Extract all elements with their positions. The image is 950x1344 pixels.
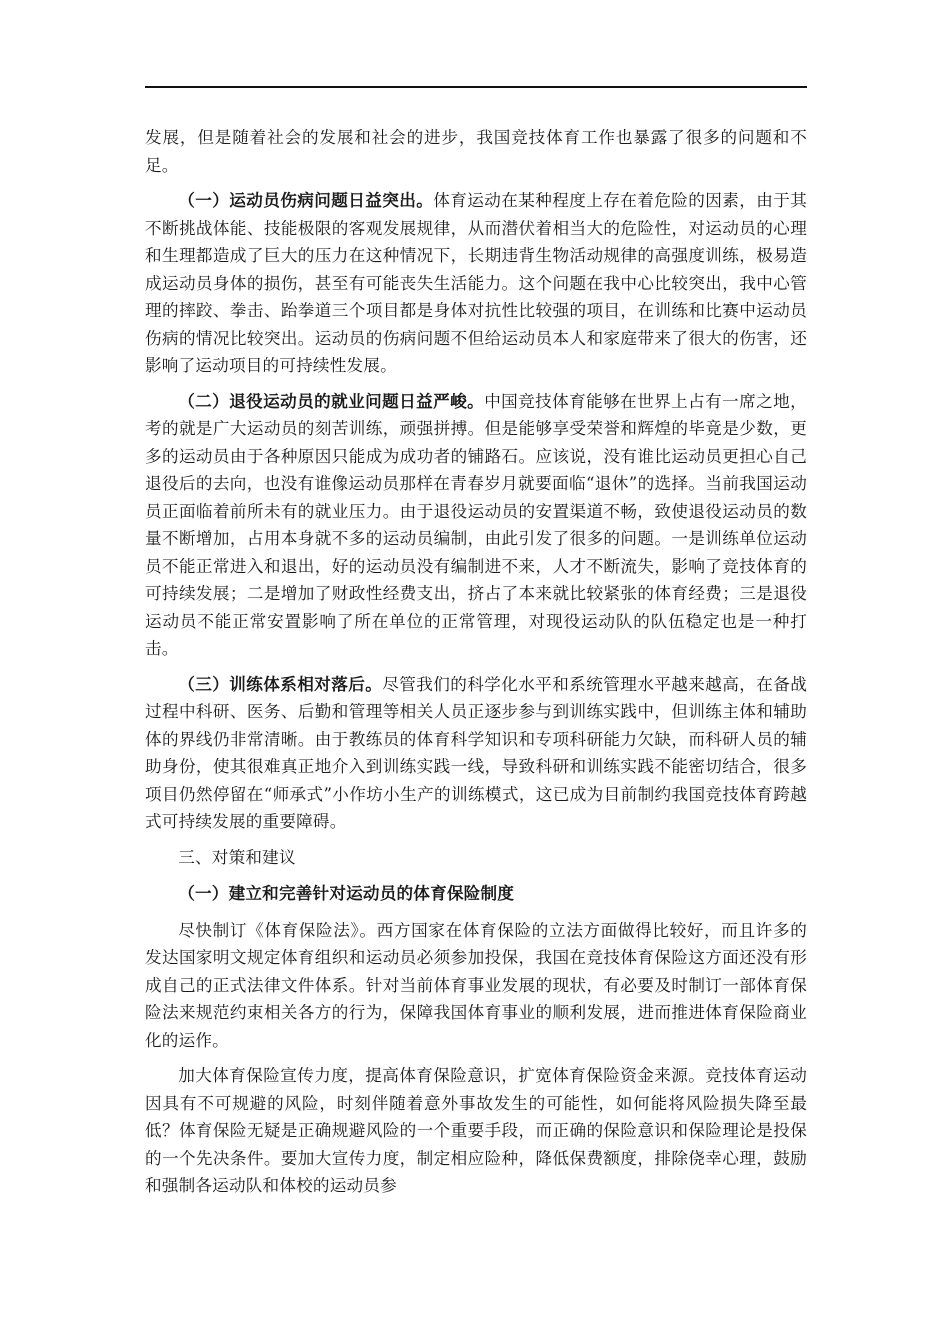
paragraph-text: 中国竞技体育能够在世界上占有一席之地，考的就是广大运动员的刻苦训练，顽强拼搏。但是能够享受荣誉和辉煌的毕竟是少数，更多的运动员由于各种原因只能成为成功者的铺路石。应该说，没有谁比运动员更担心自己退役后的去向，也没有谁像运动员那样在青春岁月就要面临“退休”的选择。当前我国运动员正面临着前所未有的就业压力。由于退役运动员的安置渠道不畅，致使退役运动员的数量不断增加，占用本身就不多的运动员编制，由此引发了很多的问题。一是训练单位运动员不能正常进入和退出，好的运动员没有编制进不来，人才不断流失，影响了竞技体育的可持续发展；二是增加了财政性经费支出，挤占了本来就比较紧张的体育经费；三是退役运动员不能正常安置影响了所在单位的正常管理，对现役运动队的队伍稳定也是一种打击。 <box>145 391 807 658</box>
paragraph-insurance-publicity: 加大体育保险宣传力度，提高体育保险意识，扩宽体育保险资金来源。竞技体育运动因具有不可规避的风险，时刻伴随着意外事故发生的可能性，如何能将风险损失降至最低？体育保险无疑是正确规避风险的一个重要手段，而正确的保险意识和保险理论是投保的一个先决条件。要加大宣传力度，制定相应险种，降低保费额度，排除侥幸心理，鼓励和强制各运动队和体校的运动员参 <box>145 1066 807 1195</box>
paragraph-heading: （二）退役运动员的就业问题日益严峻。 <box>178 390 485 411</box>
sub-heading <box>145 880 807 908</box>
section-heading: 三、对策和建议 <box>178 847 296 867</box>
paragraph-heading: （三）训练体系相对落后。 <box>178 673 383 694</box>
paragraph-heading: （一）运动员伤病问题日益突出。 <box>178 190 434 210</box>
paragraph-training-system <box>145 671 807 836</box>
paragraph-insurance-law: 尽快制订《体育保险法》。西方国家在体育保险的立法方面做得比较好，而且许多的发达国家明文规定体育组织和运动员必须参加投保，我国在竞技体育保险这方面还没有形成自己的正式法律文件体系。针对当前体育事业发展的现状，有必要及时制订一部体育保险法来规范约束相关各方的行为，保障我国体育事业的顺利发展，进而推进体育保险商业化的运作。 <box>145 920 807 1050</box>
paragraph-retired-employment <box>145 388 807 663</box>
paragraph-text: 尽管我们的科学化水平和系统管理水平越来越高，在备战过程中科研、医务、后勤和管理等相关人员正逐步参与到训练实践中，但训练主体和辅助体的界线仍非常清晰。由于教练员的体育科学知识和专项科研能力欠缺，而科研人员的辅助身份，使其很难真正地介入到训练实践一线，导致科研和训练实践不能密切结合，很多项目仍然停留在“师承式”小作坊小生产的训练模式，这已成为目前制约我国竞技体育跨越式可持续发展的重要障碍。 <box>145 674 808 831</box>
paragraph-text: 体育运动在某种程度上存在着危险的因素，由于其不断挑战体能、技能极限的客观发展规律，从而潜伏着相当大的危险性，对运动员的心理和生理都造成了巨大的压力在这种情况下，长期违背生物活动规律的高强度训练，极易造成运动员身体的损伤，甚至有可能丧失生活能力。这个问题在我中心比较突出，我中心管理的摔跤、拳击、跆拳道三个项目都是身体对抗性比较强的项目，在训练和比赛中运动员伤病的情况比较突出。运动员的伤病问题不但给运动员本人和家庭带来了很大的伤害，还影响了运动项目的可持续性发展。 <box>145 191 808 375</box>
body-text <box>145 124 807 1208</box>
header-rule <box>145 86 807 88</box>
sub-heading-text: （一）建立和完善针对运动员的体育保险制度 <box>178 883 515 903</box>
paragraph-text: 发展，但是随着社会的发展和社会的进步，我国竞技体育工作也暴露了很多的问题和不足。 <box>145 128 807 175</box>
paragraph-injury <box>145 187 807 380</box>
paragraph-continuation <box>145 124 807 179</box>
